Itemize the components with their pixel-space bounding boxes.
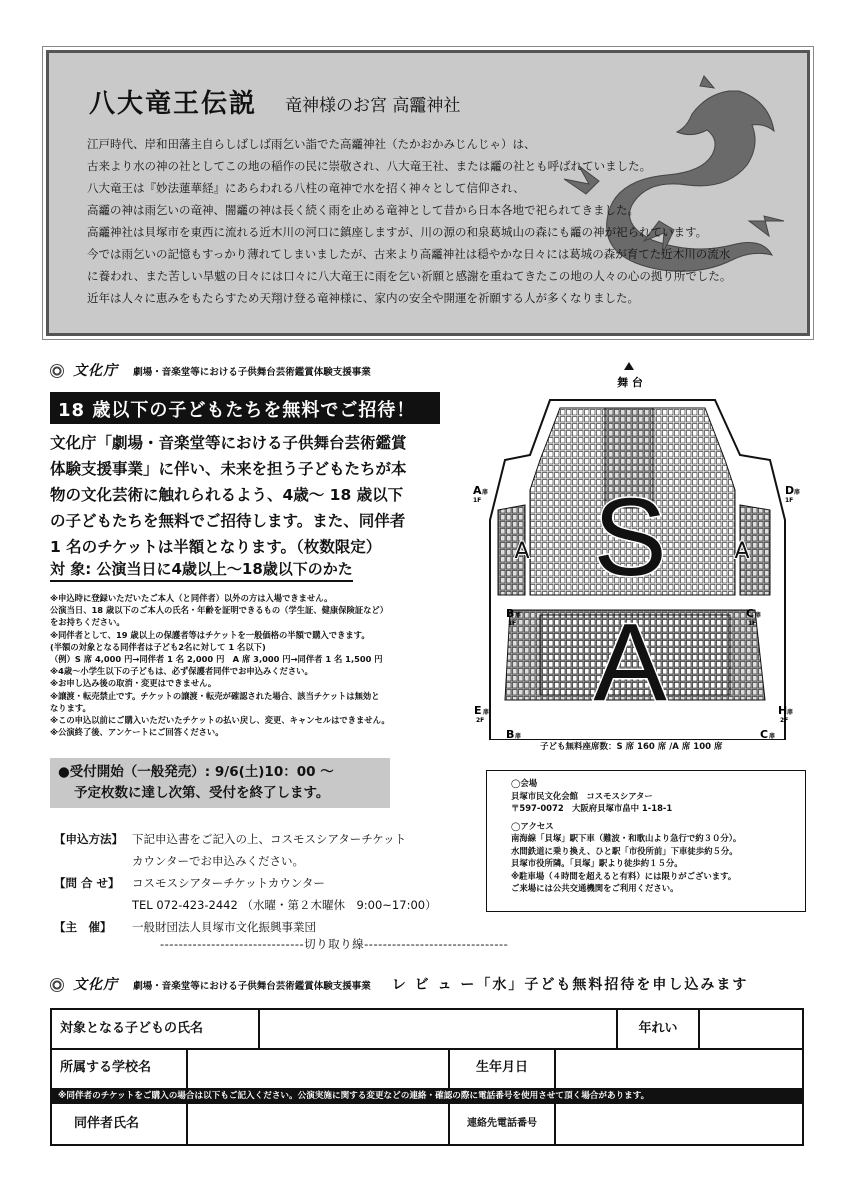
a-area-letter: A xyxy=(593,601,667,724)
note-line: ※公演終了後、アンケートにご回答ください。 xyxy=(50,727,224,738)
door-a-floor: 1F xyxy=(473,497,482,504)
legend-line: 八大竜王は『妙法蓮華経』にあらわれる八柱の竜神で水を招く神々として信仰され、 xyxy=(87,181,525,195)
agency-line xyxy=(50,360,371,380)
contact-row xyxy=(54,850,437,872)
door-b-upper-floor: 1F xyxy=(508,620,517,627)
headline: 18 歳以下の子どもたちを無料でご招待！ xyxy=(50,392,440,424)
door-h-floor: 2F xyxy=(780,717,789,724)
agency-program: 劇場・音楽堂等における子供舞台芸術鑑賞体験支援事業 xyxy=(133,367,371,378)
companion-name-field[interactable] xyxy=(188,1106,448,1142)
door-b-upper-kanji: 扉 xyxy=(515,612,522,619)
stage-arrow-icon xyxy=(624,362,634,370)
school-field[interactable] xyxy=(188,1052,448,1084)
venue-line: 貝塚市民文化会館 コスモスシアター xyxy=(511,790,653,801)
door-b-lower-kanji: 扉 xyxy=(515,733,522,740)
contact-value: 一般財団法人貝塚市文化振興事業団 xyxy=(132,920,316,934)
note-line: （例）S 席 4,000 円→同伴者 1 名 2,000 円 A 席 3,000 円→同伴者 1 名 1,500 円 xyxy=(50,654,383,665)
door-c-lower xyxy=(760,728,775,740)
note-line: ※同伴者として、19 歳以上の保護者等はチケットを一般価格の半額で購入できます。 xyxy=(50,629,370,640)
target-audience: 対 象: 公演当日に4歳以上～18歳以下のかた xyxy=(50,558,353,582)
intro-line: の子どもたちを無料でご招待します。また、同伴者 xyxy=(50,512,406,530)
phone-label: 連絡先電話番号 xyxy=(467,1118,537,1129)
contact-value: TEL 072-423-2442 （水曜・第２木曜休 9:00~17:00） xyxy=(132,898,437,912)
venue-line: 水間鉄道に乗り換え、ひと駅「市役所前」下車徒歩約５分。 xyxy=(511,845,738,856)
reception-line: ●受付開始（一般発売）: 9/6(土)10：00 ～ xyxy=(58,764,334,780)
door-c-upper xyxy=(746,607,761,627)
legend-line: に養われ、また苦しい旱魃の日々には口々に八大竜王に雨を乞い祈願と感謝を重ねてきたこの地の人々の心の拠り所でした。 xyxy=(87,269,732,283)
s-area-letter: S xyxy=(593,476,667,599)
seat-count: 子ども無料座席数：S 席 160 席 /A 席 100 席 xyxy=(540,742,723,752)
door-h xyxy=(778,704,793,724)
companion-note: ※同伴者のチケットをご購入の場合は以下もご記入ください。公演実施に関する変更などの連絡・確認の際に電話番号を使用させて頂く場合があります。 xyxy=(52,1088,802,1104)
legend-line: 近年は人々に恵みをもたらすため天翔け登る竜神様に、家内の安全や開運を祈願する人が多くなりました。 xyxy=(87,291,639,305)
contact-value: コスモスシアターチケットカウンター xyxy=(132,876,325,890)
stage-label: 舞 台 xyxy=(617,376,643,389)
note-line: なります。 xyxy=(50,702,91,713)
legend-line: 高龗神社は貝塚市を東西に流れる近木川の河口に鎮座しますが、川の源の和泉葛城山の森にも龗の神が祀られています。 xyxy=(87,225,708,239)
a-side-letter-left: A xyxy=(514,539,530,564)
venue-line: ご来場には公共交通機関をご利用ください。 xyxy=(511,883,679,893)
phone-field[interactable] xyxy=(556,1106,802,1142)
reception-box xyxy=(50,758,390,808)
agency-mark-icon xyxy=(50,364,64,378)
legend-title: 八大竜王伝説 xyxy=(89,89,258,119)
contact-label xyxy=(54,894,132,916)
door-e xyxy=(474,704,489,724)
note-line: ※この申込以前にご購入いただいたチケットの払い戻し、変更、キャンセルはできません。 xyxy=(50,715,390,726)
contact-row xyxy=(54,872,437,894)
birthday-field[interactable] xyxy=(556,1052,802,1084)
notes xyxy=(50,592,460,738)
legend-subtitle: 竜神様のお宮 高龗神社 xyxy=(285,96,461,116)
note-line: をお持ちください。 xyxy=(50,617,125,628)
door-c-upper-floor: 1F xyxy=(748,620,757,627)
age-field[interactable] xyxy=(700,1012,802,1046)
door-b-lower xyxy=(506,728,521,740)
child-name-field[interactable] xyxy=(260,1012,616,1046)
legend-body xyxy=(87,133,787,309)
venue-line: 〒597-0072 大阪府貝塚市畠中 1-18-1 xyxy=(511,803,673,813)
age-label: 年れい xyxy=(638,1021,678,1036)
door-c-lower-letter: C xyxy=(760,728,769,740)
legend-line: 江戸時代、岸和田藩主自らしばしば雨乞い詣でた高龗神社（たかおかみじんじゃ）は、 xyxy=(87,137,536,151)
legend-line: 今では雨乞いの記憶もすっかり薄れてしまいましたが、古来より高龗神社は穏やかな日々には葛城の森が育てた近木川の流水 xyxy=(87,247,731,261)
contact-value: カウンターでお申込みください。 xyxy=(132,854,305,868)
door-d-kanji: 扉 xyxy=(794,489,801,496)
companion-name-label: 同伴者氏名 xyxy=(74,1116,140,1131)
door-c-lower-kanji: 扉 xyxy=(769,733,776,740)
door-a xyxy=(473,484,488,504)
door-e-letter: E xyxy=(474,704,482,717)
application-form xyxy=(50,1008,804,1146)
contact-label: 【主 催】 xyxy=(54,920,112,934)
door-h-kanji: 扉 xyxy=(787,709,794,716)
legend-panel xyxy=(46,50,810,336)
door-e-kanji: 扉 xyxy=(483,709,490,716)
legend-line: 古来より水の神の社としてこの地の稲作の民に崇敬され、八大竜王社、または龗の社とも呼ばれていました。 xyxy=(87,159,652,173)
venue-line: ◯会場 xyxy=(511,778,538,788)
note-line: 公演当日、18 歳以下のご本人の氏名・年齢を証明できるもの（学生証、健康保険証など） xyxy=(50,605,389,616)
agency-logo: 文化庁 xyxy=(73,977,119,993)
note-line: ※お申し込み後の取消・変更はできません。 xyxy=(50,678,217,689)
form-title: レ ビ ュ ー「水」子ども無料招待を申し込みます xyxy=(391,977,749,993)
contact-label: 【問 合 せ】 xyxy=(54,876,120,890)
a-side-letter-right: A xyxy=(734,539,750,564)
venue-line: 南海線「貝塚」駅下車（難波・和歌山より急行で約３０分）。 xyxy=(511,833,742,843)
venue-line: ◯アクセス xyxy=(511,820,554,831)
door-e-floor: 2F xyxy=(476,717,485,724)
venue-line: 貝塚市役所隣。「貝塚」駅より徒歩約１５分。 xyxy=(511,858,683,868)
door-d-letter: D xyxy=(785,484,795,497)
note-line: ※4歳～小学生以下の子どもは、必ず保護者同伴でお申込みください。 xyxy=(50,666,313,677)
door-d-floor: 1F xyxy=(785,497,794,504)
venue-access-box xyxy=(486,770,806,912)
school-label: 所属する学校名 xyxy=(60,1060,152,1075)
note-line: ※譲渡・転売禁止です。チケットの譲渡・転売が確認された場合、該当チケットは無効と xyxy=(50,690,380,701)
door-h-letter: H xyxy=(778,704,788,717)
child-name-label: 対象となる子どもの氏名 xyxy=(60,1021,204,1036)
agency-program: 劇場・音楽堂等における子供舞台芸術鑑賞体験支援事業 xyxy=(133,981,371,992)
intro-line: 文化庁「劇場・音楽堂等における子供舞台芸術鑑賞 xyxy=(50,434,407,452)
birthday-label: 生年月日 xyxy=(475,1060,528,1075)
contact-value: 下記申込書をご記入の上、コスモスシアターチケット xyxy=(132,832,407,846)
venue-line: ※駐車場（４時間を超えると有料）には限りがございます。 xyxy=(511,870,737,881)
contact-label: 【申込方法】 xyxy=(54,832,123,846)
intro-line: 体験支援事業」に伴い、未来を担う子どもたちが本 xyxy=(50,460,407,478)
intro-text xyxy=(50,430,450,560)
legend-line: 高龗の神は雨乞いの竜神、闇龗の神は長く続く雨を止める竜神として昔から日本各地で祀られてきました。 xyxy=(87,203,639,217)
door-b-lower-letter: B xyxy=(506,728,515,740)
door-b-upper-letter: B xyxy=(506,607,515,620)
note-line: ※申込時に登録いただいたご本人（と同伴者）以外の方は入場できません。 xyxy=(50,593,333,603)
intro-line: 1 名のチケットは半額となります。（枚数限定） xyxy=(50,538,382,556)
agency-logo: 文化庁 xyxy=(73,363,119,379)
contact-info xyxy=(54,828,437,938)
agency-mark-icon xyxy=(50,978,64,992)
door-c-upper-letter: C xyxy=(746,607,755,620)
contact-row xyxy=(54,916,437,938)
contact-row xyxy=(54,894,437,916)
door-d xyxy=(785,484,800,504)
cut-line: -------------------------------切り取り線------------------------------- xyxy=(160,937,509,951)
contact-label xyxy=(54,850,132,872)
reception-line: 予定枚数に達し次第、受付を終了します。 xyxy=(74,785,330,801)
door-a-letter: A xyxy=(473,484,482,497)
intro-line: 物の文化芸術に触れられるよう、4歳～ 18 歳以下 xyxy=(50,486,404,504)
contact-row xyxy=(54,828,437,850)
seating-chart xyxy=(470,360,810,740)
form-header xyxy=(50,974,748,994)
note-line: (半額の対象となる同伴者は子ども2名に対して 1 名以下) xyxy=(50,641,266,652)
door-a-kanji: 扉 xyxy=(482,489,489,496)
door-c-upper-kanji: 扉 xyxy=(755,612,762,619)
